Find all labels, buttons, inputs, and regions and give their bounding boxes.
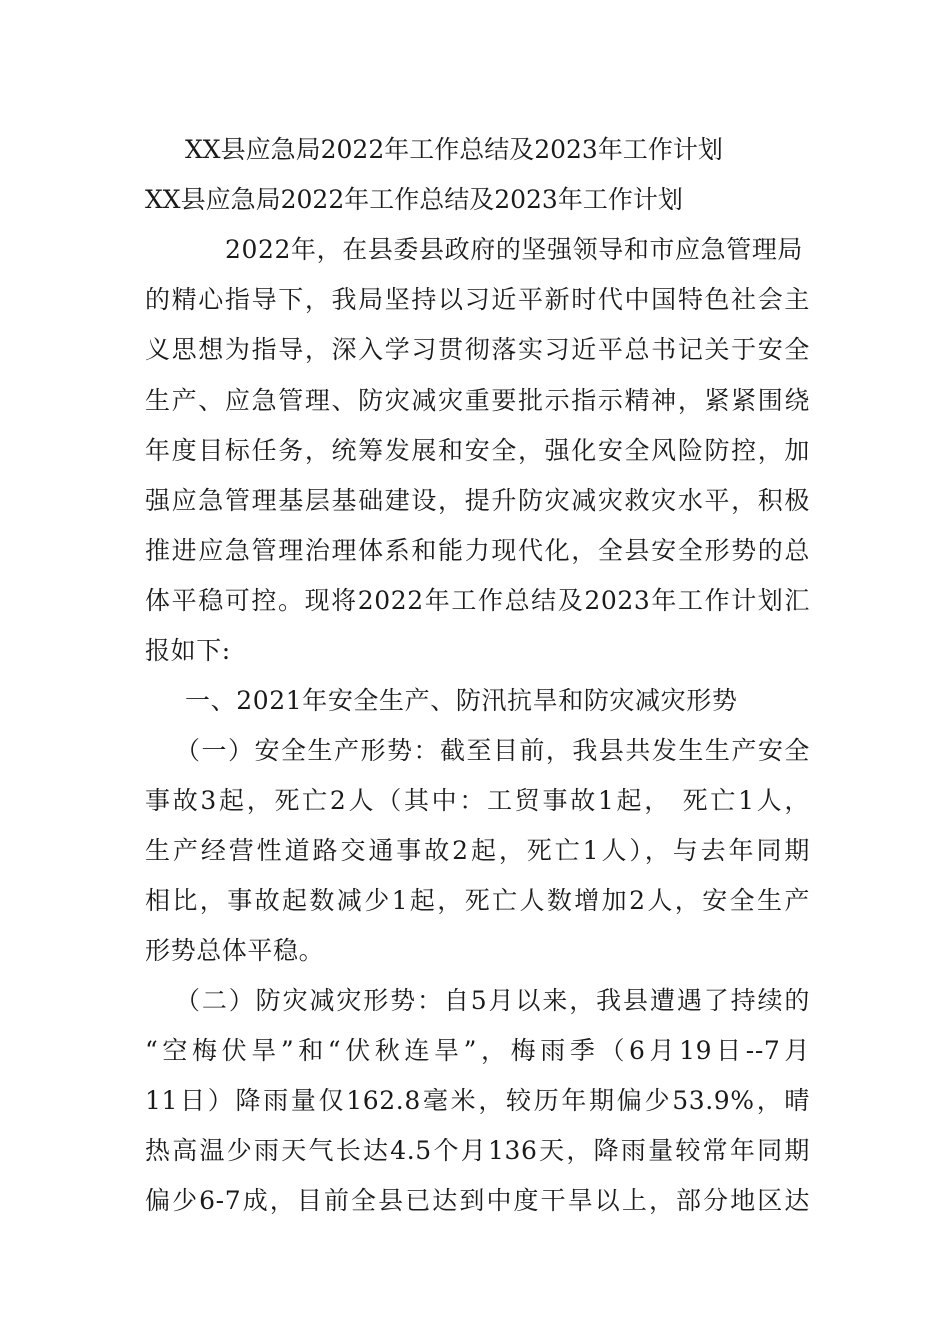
intro-line: 体平稳可控。现将2022年工作总结及2023年工作计划汇 (145, 586, 810, 615)
disaster-line: 热高温少雨天气长达4.5个月136天，降雨量较常年同期 (145, 1136, 810, 1165)
intro-line: 义思想为指导，深入学习贯彻落实习近平总书记关于安全 (145, 335, 810, 364)
document-subtitle: XX县应急局2022年工作总结及2023年工作计划 (145, 185, 683, 214)
safety-line: （一）安全生产形势：截至目前，我县共发生生产安全 (175, 736, 810, 765)
disaster-line: 偏少6-7成，目前全县已达到中度干旱以上，部分地区达 (145, 1186, 810, 1215)
document-title: XX县应急局2022年工作总结及2023年工作计划 (185, 135, 723, 164)
intro-line: 的精心指导下，我局坚持以习近平新时代中国特色社会主 (145, 285, 810, 314)
safety-line: 事故3起，死亡2人（其中：工贸事故1起， 死亡1人， (145, 786, 810, 815)
intro-line: 推进应急管理治理体系和能力现代化，全县安全形势的总 (145, 536, 810, 565)
intro-line: 强应急管理基层基础建设，提升防灾减灾救灾水平，积极 (145, 486, 810, 515)
disaster-line: “空梅伏旱”和“伏秋连旱”，梅雨季（6月19日--7月 (145, 1036, 810, 1065)
safety-line: 形势总体平稳。 (145, 936, 325, 965)
intro-line: 年度目标任务，统筹发展和安全，强化安全风险防控，加 (145, 436, 810, 465)
intro-line: 生产、应急管理、防灾减灾重要批示指示精神，紧紧围绕 (145, 386, 810, 415)
section-heading: 一、2021年安全生产、防汛抗旱和防灾减灾形势 (185, 686, 738, 715)
intro-line: 报如下: (145, 636, 231, 665)
disaster-line: （二）防灾减灾形势：自5月以来，我县遭遇了持续的 (175, 986, 810, 1015)
intro-line: 2022年，在县委县政府的坚强领导和市应急管理局 (225, 235, 804, 264)
safety-line: 相比，事故起数减少1起，死亡人数增加2人，安全生产 (145, 886, 810, 915)
disaster-line: 11日）降雨量仅162.8毫米，较历年期偏少53.9%，晴 (145, 1086, 810, 1115)
safety-line: 生产经营性道路交通事故2起，死亡1人），与去年同期 (145, 836, 810, 865)
